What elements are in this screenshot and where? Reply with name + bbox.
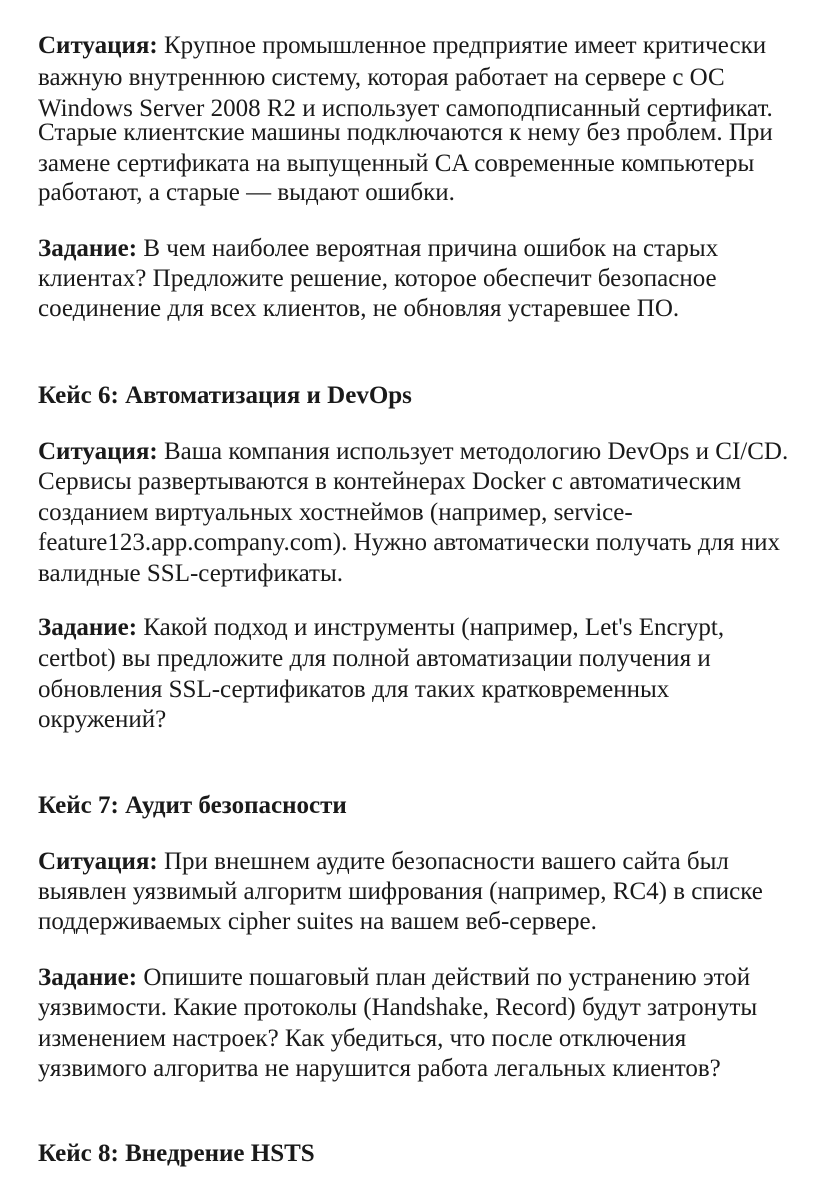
case7-task-line-1: Задание: Опишите пошаговый план действий по устранению этой bbox=[38, 964, 751, 991]
case7-task-label: Задание: bbox=[38, 964, 138, 991]
case6-task-line-1: Задание: Какой подход и инструменты (например, Let's Encrypt, bbox=[38, 614, 725, 641]
case6-task-line-3: обновления SSL-сертификатов для таких кратковременных bbox=[38, 676, 670, 703]
case6-situation-line-2: Сервисы развертываются в контейнерах Docker с автоматическим bbox=[38, 468, 742, 495]
case5-task-line-2: клиентах? Предложите решение, которое обеспечит безопасное bbox=[38, 265, 717, 292]
case5-situation-line-1: Ситуация: Крупное промышленное предприятие имеет критически bbox=[38, 32, 767, 59]
case7-situation-line-2: выявлен уязвимый алгоритм шифрования (например, RC4) в списке bbox=[38, 878, 763, 905]
case5-situation-line-6: работают, а старые — выдают ошибки. bbox=[38, 179, 455, 206]
case6-situation-line-3: созданием виртуальных хостнеймов (например, service- bbox=[38, 499, 633, 526]
case5-task-label: Задание: bbox=[38, 235, 138, 262]
case7-situation-label: Ситуация: bbox=[38, 848, 158, 875]
case6-situation-line-1: Ситуация: Ваша компания использует методологию DevOps и CI/CD. bbox=[38, 438, 789, 465]
case5-situation-line-3: Windows Server 2008 R2 и использует самоподписанный сертификат. bbox=[38, 95, 773, 122]
case6-situation-line-5: валидные SSL-сертификаты. bbox=[38, 560, 344, 587]
case5-task-line-1: Задание: В чем наиболее вероятная причина ошибок на старых bbox=[38, 235, 719, 262]
case6-task-line-4: окружений? bbox=[38, 706, 167, 733]
case6-heading: Кейс 6: Автоматизация и DevOps bbox=[38, 382, 412, 409]
case7-task-line-2: уязвимости. Какие протоколы (Handshake, Record) будут затронуты bbox=[38, 994, 758, 1021]
case5-situation-label: Ситуация: bbox=[38, 32, 158, 59]
case6-situation-label: Ситуация: bbox=[38, 438, 158, 465]
case8-heading: Кейс 8: Внедрение HSTS bbox=[38, 1140, 315, 1167]
case7-heading: Кейс 7: Аудит безопасности bbox=[38, 792, 347, 819]
case5-situation-line-2: важную внутреннюю систему, которая работает на сервере с ОС bbox=[38, 64, 725, 91]
case7-task-line-4: уязвимого алгоритва не нарушится работа легальных клиентов? bbox=[38, 1055, 721, 1082]
case7-task-line-3: изменением настроек? Как убедиться, что после отключения bbox=[38, 1025, 687, 1052]
case6-task-line-2: certbot) вы предложите для полной автоматизации получения и bbox=[38, 645, 711, 672]
case5-task-line-3: соединение для всех клиентов, не обновляя устаревшее ПО. bbox=[38, 295, 680, 322]
case5-situation-line-5: замене сертификата на выпущенный CA современные компьютеры bbox=[38, 150, 755, 177]
case7-situation-line-3: поддерживаемых cipher suites на вашем веб-сервере. bbox=[38, 908, 597, 935]
case7-situation-line-1: Ситуация: При внешнем аудите безопасности вашего сайта был bbox=[38, 848, 729, 875]
case6-task-label: Задание: bbox=[38, 614, 138, 641]
case6-situation-line-4: feature123.app.company.com). Нужно автоматически получать для них bbox=[38, 529, 781, 556]
case5-situation-line-4: Старые клиентские машины подключаются к нему без проблем. При bbox=[38, 119, 773, 146]
